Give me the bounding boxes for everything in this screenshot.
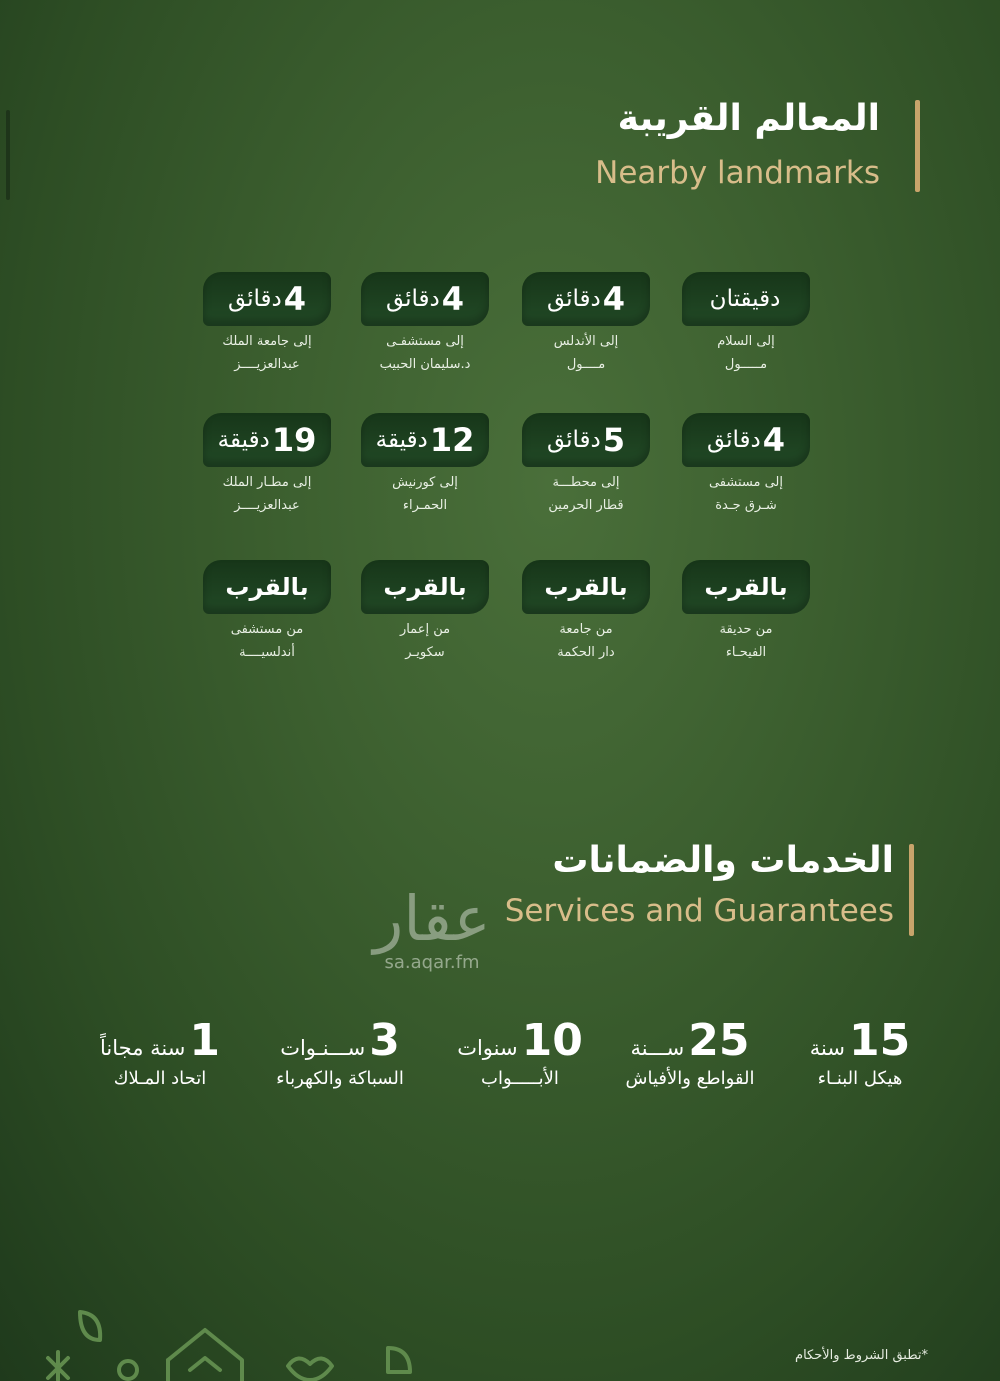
- landmarks-title-en: Nearby landmarks: [595, 155, 880, 191]
- landmark-caption-line2: شـرق جـدة: [715, 498, 777, 513]
- service-unit: سنة مجاناً: [100, 1036, 186, 1060]
- landmark-card: [522, 560, 650, 614]
- service-number: 10: [521, 1015, 583, 1066]
- landmark-unit: دقائق: [227, 286, 282, 312]
- service-label: السباكة والكهرباء: [276, 1068, 404, 1089]
- landmark-card: [203, 413, 331, 467]
- landmark-caption-line1: إلى محطـــة: [552, 475, 620, 490]
- landmark-card: [203, 560, 331, 614]
- service-label: اتحاد المـلاك: [113, 1068, 207, 1089]
- landmark-caption: [516, 471, 656, 517]
- landmark-unit: بالقرب: [383, 573, 467, 601]
- service-item: [775, 1015, 945, 1089]
- landmark-card: [361, 413, 489, 467]
- landmark-number: 4: [602, 280, 626, 318]
- landmarks-title-ar: المعالم القريبة: [617, 98, 880, 139]
- landmark-caption-line2: د.سليمان الحبيب: [379, 357, 471, 372]
- service-unit: سنة: [809, 1036, 845, 1060]
- watermark-brand: عقار: [373, 882, 491, 955]
- landmark-caption-line2: الحمـراء: [402, 498, 448, 513]
- landmark-number: 5: [602, 421, 626, 459]
- landmark-caption-line2: سكويـر: [405, 645, 445, 660]
- landmark-caption: [516, 618, 656, 664]
- landmark-caption-line2: قطار الحرمين: [548, 498, 624, 513]
- landmark-caption: [355, 471, 495, 517]
- heart-icon: [288, 1358, 332, 1380]
- landmark-caption-line1: إلى مطـار الملك: [222, 475, 312, 490]
- landmark-unit: دقائق: [706, 427, 761, 453]
- services-title-en: Services and Guarantees: [504, 893, 894, 929]
- service-number: 15: [848, 1015, 911, 1066]
- service-unit: سنوات: [457, 1036, 518, 1060]
- landmark-card: [682, 272, 810, 326]
- service-item: [255, 1015, 425, 1089]
- landmark-card: [682, 560, 810, 614]
- landmark-number: 4: [283, 280, 307, 318]
- decorative-icons: [40, 1300, 440, 1381]
- landmark-caption-line1: من إعمار: [399, 622, 451, 637]
- landmark-unit: دقيقتان: [709, 286, 781, 312]
- person-icon: [119, 1361, 137, 1379]
- landmark-unit: دقيقة: [217, 427, 270, 453]
- landmark-card: [522, 272, 650, 326]
- landmark-caption: [197, 330, 337, 376]
- service-item: [75, 1015, 245, 1089]
- quarter-circle-icon: [388, 1348, 410, 1372]
- service-number: 3: [369, 1015, 400, 1066]
- landmark-unit: بالقرب: [225, 573, 309, 601]
- landmark-caption: [676, 330, 816, 376]
- landmark-caption: [676, 471, 816, 517]
- landmark-caption: [197, 471, 337, 517]
- landmark-card: [522, 413, 650, 467]
- house-icon: [168, 1330, 242, 1381]
- terms-note: *تطبق الشروط والأحكام: [795, 1348, 928, 1363]
- landmark-caption: [676, 618, 816, 664]
- landmark-caption-line2: مــــول: [566, 357, 606, 372]
- landmark-unit: دقائق: [546, 427, 601, 453]
- service-item: [435, 1015, 605, 1089]
- landmarks-heading: [595, 98, 880, 191]
- watermark-url: sa.aqar.fm: [384, 952, 480, 973]
- landmark-caption-line2: مـــــول: [724, 357, 768, 372]
- landmark-card: [361, 560, 489, 614]
- leaf-icon: [80, 1312, 100, 1340]
- landmark-caption-line1: إلى السلام: [717, 334, 775, 349]
- service-number: 25: [688, 1015, 750, 1066]
- edge-mark: [6, 110, 10, 200]
- services-accent-bar: [909, 844, 914, 936]
- aqar-watermark: [352, 882, 512, 973]
- service-unit: ســـنـوات: [280, 1036, 366, 1060]
- landmark-unit: بالقرب: [704, 573, 788, 601]
- landmark-caption-line2: عبدالعزيــــز: [234, 498, 300, 513]
- service-item: [605, 1015, 775, 1089]
- sparkle-icon: [48, 1352, 68, 1380]
- house-roof-icon: [190, 1358, 220, 1370]
- landmark-unit: دقائق: [546, 286, 601, 312]
- landmark-caption: [355, 618, 495, 664]
- landmarks-accent-bar: [915, 100, 920, 192]
- landmark-card: [361, 272, 489, 326]
- services-title-ar: الخدمات والضمانات: [552, 840, 894, 881]
- service-label: الأبـــــواب: [481, 1068, 559, 1089]
- landmark-caption: [516, 330, 656, 376]
- landmark-caption-line1: إلى مستشفى: [708, 475, 784, 490]
- service-label: القواطع والأفياش: [625, 1068, 755, 1089]
- landmark-caption-line1: من حديقة: [719, 622, 773, 637]
- service-unit: ســـنة: [630, 1036, 685, 1060]
- landmark-caption-line1: من مستشفى: [230, 622, 304, 637]
- services-row: [60, 1015, 940, 1105]
- landmark-number: 19: [271, 421, 317, 459]
- landmark-caption: [197, 618, 337, 664]
- landmark-number: 4: [441, 280, 465, 318]
- landmark-unit: بالقرب: [544, 573, 628, 601]
- landmark-caption: [355, 330, 495, 376]
- service-label: هيكل البنـاء: [817, 1068, 903, 1089]
- landmark-caption-line2: الفيحـاء: [725, 645, 767, 660]
- landmark-caption-line1: من جامعة: [559, 622, 613, 637]
- landmark-caption-line1: إلى الأندلس: [553, 334, 619, 349]
- landmark-caption-line2: أندلسيــــة: [239, 645, 295, 660]
- landmark-caption-line1: إلى مستشفـى: [386, 334, 464, 349]
- landmark-card: [682, 413, 810, 467]
- landmark-number: 4: [762, 421, 786, 459]
- landmark-unit: دقيقة: [375, 427, 428, 453]
- landmark-caption-line1: إلى كورنيش: [392, 475, 458, 490]
- landmark-caption-line2: عبدالعزيــــز: [234, 357, 300, 372]
- services-heading: [505, 840, 894, 929]
- service-number: 1: [189, 1015, 220, 1066]
- landmark-number: 12: [429, 421, 475, 459]
- landmark-caption-line1: إلى جامعة الملك: [222, 334, 312, 349]
- landmark-card: [203, 272, 331, 326]
- landmark-unit: دقائق: [385, 286, 440, 312]
- landmark-caption-line2: دار الحكمة: [557, 645, 615, 660]
